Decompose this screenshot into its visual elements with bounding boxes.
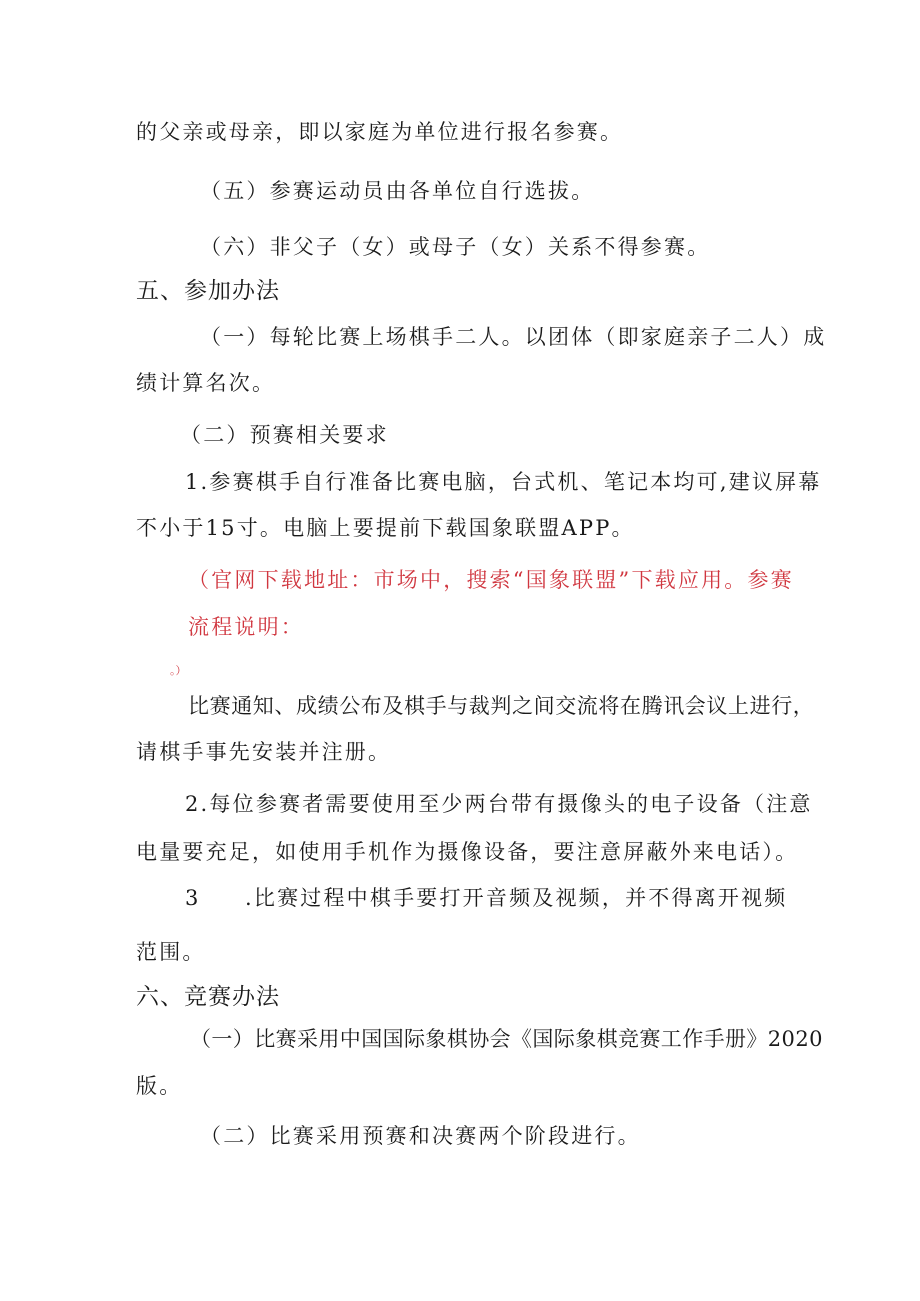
paragraph-line: （二）比赛采用预赛和决赛两个阶段进行。 [200,1124,641,1148]
paragraph-line: .比赛过程中棋手要打开音频及视频，并不得离开视频 [245,886,788,910]
paragraph-line: （一）每轮比赛上场棋手二人。以团体（即家庭亲子二人）成 [200,325,827,349]
paragraph-line: 绩计算名次。 [136,371,276,395]
paragraph-line: （二）预赛相关要求 [180,423,389,447]
download-note-end: 。） [170,664,187,677]
paragraph-line: 范围。 [136,940,206,964]
section-heading: 五、参加办法 [136,278,280,304]
paragraph-line: （六）非父子（女）或母子（女）关系不得参赛。 [200,235,711,259]
paragraph-line: （五）参赛运动员由各单位自行选拔。 [200,179,595,203]
download-note-line: 流程说明： [188,615,304,639]
paragraph-line: 的父亲或母亲，即以家庭为单位进行报名参赛。 [136,120,624,144]
paragraph-line: 2.每位参赛者需要使用至少两台带有摄像头的电子设备（注意 [185,792,813,816]
paragraph-line: 比赛通知、成绩公布及棋手与裁判之间交流将在腾讯会议上进行， [188,694,815,718]
paragraph-line: （一）比赛采用中国国际象棋协会《国际象棋竞赛工作手册》2020 [190,1027,823,1051]
paragraph-line: 电量要充足，如使用手机作为摄像设备，要注意屏蔽外来电话）。 [136,840,799,864]
paragraph-line: 版。 [136,1074,183,1098]
download-note-line: （官网下载地址：市场中，搜索“国象联盟”下载应用。参赛 [188,568,794,592]
section-heading: 六、竞赛办法 [136,984,280,1010]
paragraph-line: 不小于15寸。电脑上要提前下载国象联盟APP。 [136,516,635,540]
list-number: 3 [185,886,201,910]
paragraph-line: 1.参赛棋手自行准备比赛电脑，台式机、笔记本均可,建议屏幕 [185,470,822,494]
paragraph-line: 请棋手事先安装并注册。 [136,740,392,764]
